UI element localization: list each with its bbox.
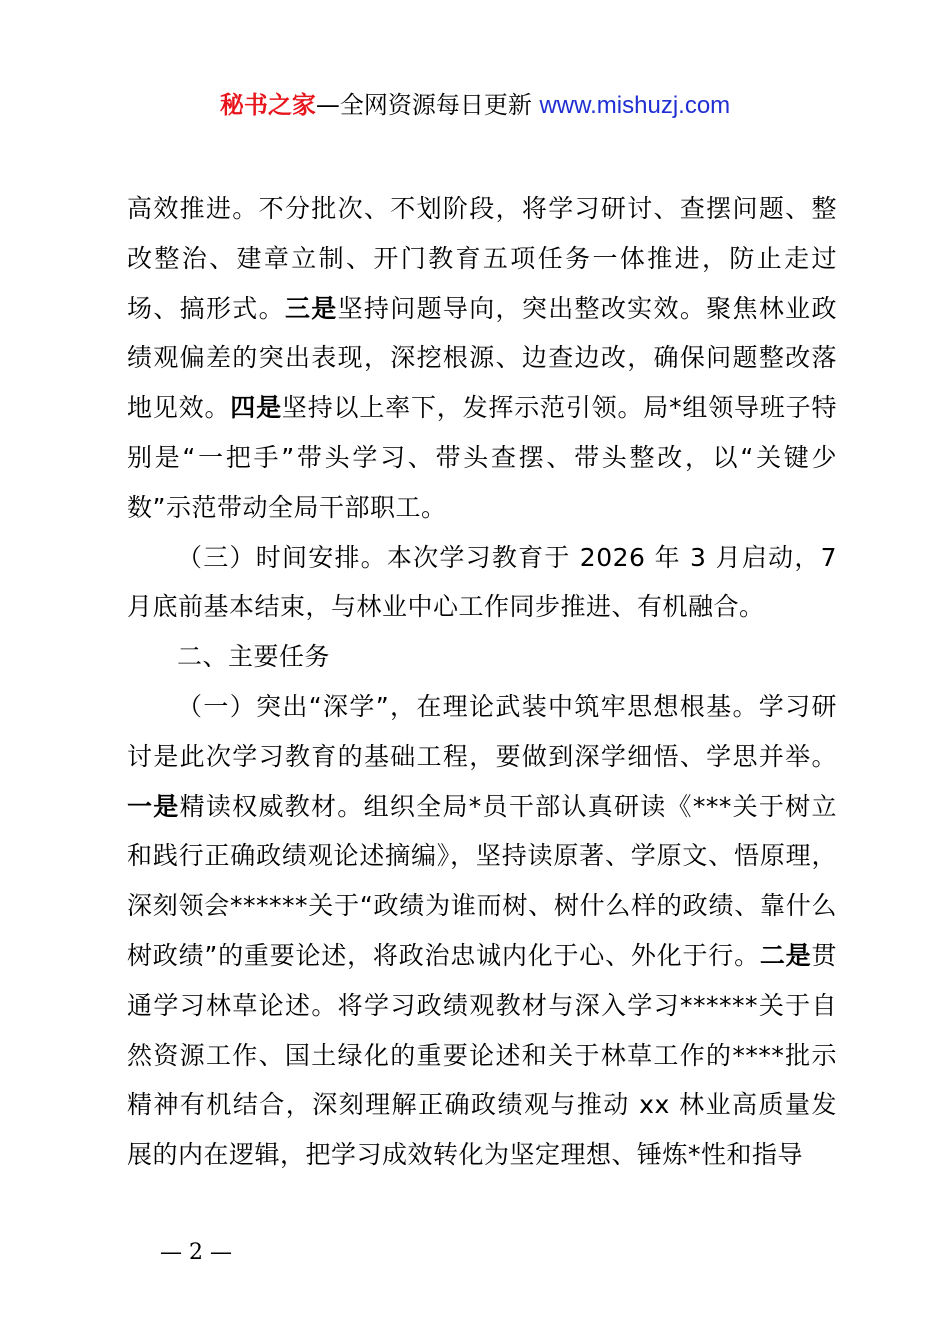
page-number: — 2 — [160, 1240, 232, 1265]
text-segment: 坚持以上率下，发挥示范引领。局*组领导班子特别是“一把手”带头学习、带头查摆、带头整改，以“关键少数”示范带动全局干部职工。 [127, 393, 837, 522]
site-banner [0, 88, 950, 123]
text-segment: 高效推进。不分批次、不划阶段，将学习研讨、查摆问题、整改整治、建章立制、开门教育五项任务一体推进，防止走过场、搞形式。 [127, 194, 837, 323]
paragraph-schedule: （三）时间安排。本次学习教育于 2026 年 3 月启动，7 月底前基本结束，与林业中心工作同步推进、有机融合。 [127, 542, 837, 622]
text-segment: （一）突出“深学”，在理论武装中筑牢思想根基。学习研讨是此次学习教育的基础工程，要做到深学细悟、学思并举。 [127, 691, 837, 771]
paragraph-deep-study [127, 682, 837, 1180]
bold-lead: 四是 [230, 393, 282, 423]
text-segment: 坚持问题导向，突出整改实效。聚焦林业政绩观偏差的突出表现，深挖根源、边查边改，确保问题整改落地见效。 [127, 293, 837, 423]
site-url-link[interactable]: www.mishuzj.com [539, 92, 731, 119]
bold-lead: 一是 [127, 791, 180, 821]
brand-name: 秘书之家 [219, 91, 316, 119]
bold-lead: 三是 [284, 293, 338, 323]
banner-tagline: —全网资源每日更新 [315, 91, 540, 119]
bold-lead: 二是 [759, 940, 812, 970]
text-segment: 贯通学习林草论述。将学习政绩观教材与深入学习******关于自然资源工作、国土绿化的重要论述和关于林草工作的****批示精神有机结合，深刻理解正确政绩观与推动 xx 林业高质量发展的内在逻辑，把学习成效转化为坚定理想、锤炼*性和指导 [127, 940, 837, 1170]
paragraph-principles [127, 184, 837, 533]
section-heading: 二、主要任务 [177, 642, 331, 672]
text-segment: 精读权威教材。组织全局*员干部认真研读《***关于树立和践行正确政绩观论述摘编》，坚持读原著、学原文、悟原理，深刻领会******关于“政绩为谁而树、树什么样的政绩、靠什么树政绩”的重要论述，将政治忠诚内化于心、外化于行。 [127, 791, 837, 970]
document-body [127, 184, 837, 1180]
